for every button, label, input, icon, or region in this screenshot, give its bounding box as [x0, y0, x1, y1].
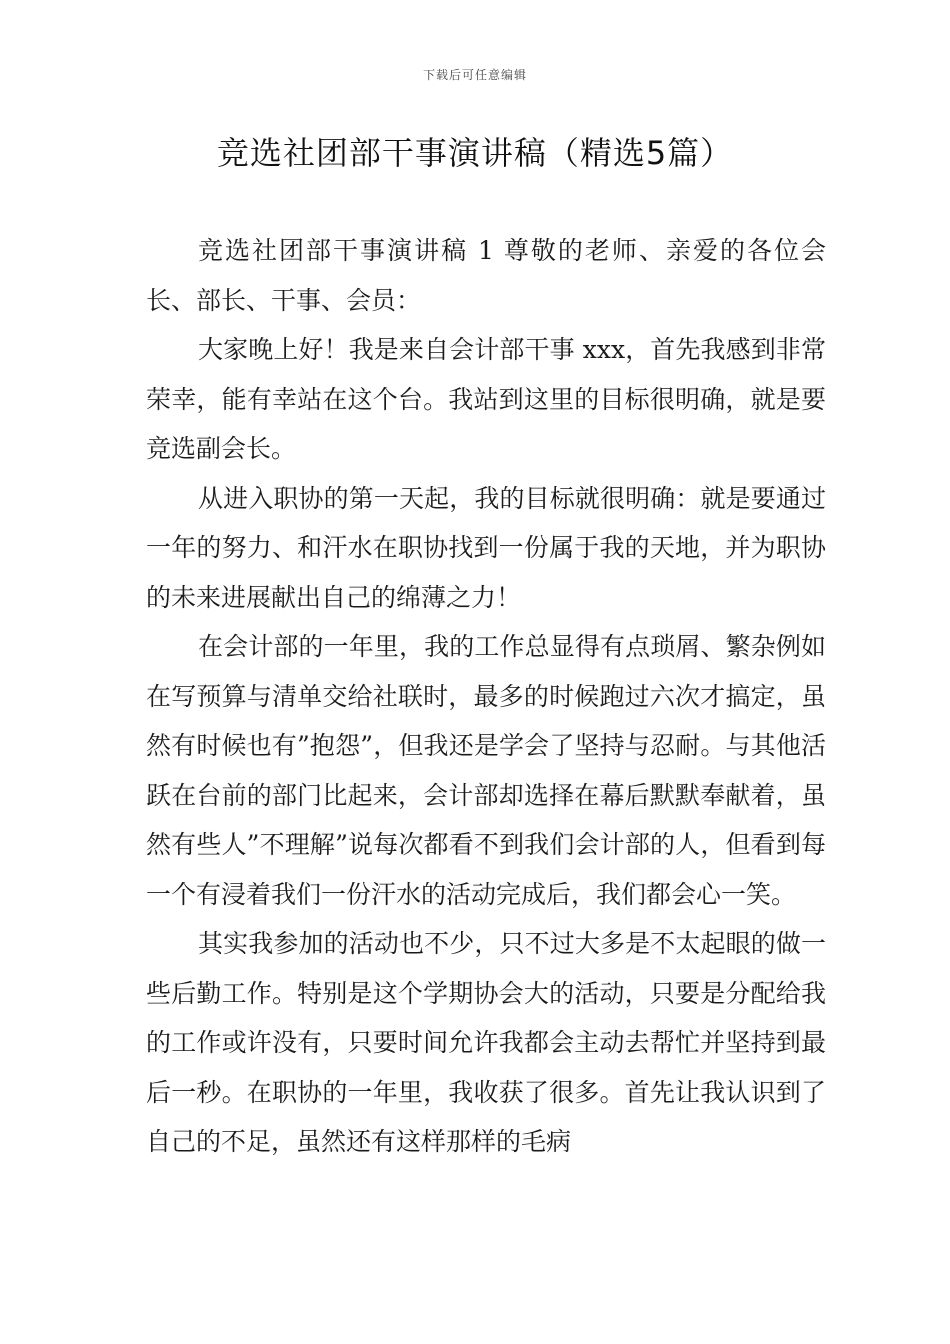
- document-title: 竞选社团部干事演讲稿（精选5篇）: [216, 134, 734, 172]
- paragraph: 竞选社团部干事演讲稿 1 尊敬的老师、亲爱的各位会长、部长、干事、会员：: [146, 236, 826, 315]
- paragraph: 大家晚上好！我是来自会计部干事 xxx，首先我感到非常荣幸，能有幸站在这个台。我站到这里的目标很明确，就是要竞选副会长。: [146, 335, 826, 463]
- document-body: [146, 226, 826, 1167]
- header-note: 下载后可任意编辑: [422, 68, 527, 82]
- paragraph: 从进入职协的第一天起，我的目标就很明确：就是要通过一年的努力、和汗水在职协找到一份属于我的天地，并为职协的未来进展献出自己的绵薄之力！: [146, 483, 826, 612]
- paragraph: 在会计部的一年里，我的工作总显得有点琐屑、繁杂例如在写预算与清单交给社联时，最多的时候跑过六次才搞定，虽然有时候也有”抱怨”，但我还是学会了坚持与忍耐。与其他活跃在台前的部门比起来，会计部却选择在幕后默默奉献着，虽然有些人”不理解”说每次都看不到我们会计部的人，但看到每一个有浸着我们一份汗水的活动完成后，我们都会心一笑。: [146, 632, 826, 909]
- paragraph: 其实我参加的活动也不少，只不过大多是不太起眼的做一些后勤工作。特别是这个学期协会大的活动，只要是分配给我的工作或许没有，只要时间允许我都会主动去帮忙并坚持到最后一秒。在职协的一年里，我收获了很多。首先让我认识到了自己的不足，虽然还有这样那样的毛病: [146, 929, 826, 1156]
